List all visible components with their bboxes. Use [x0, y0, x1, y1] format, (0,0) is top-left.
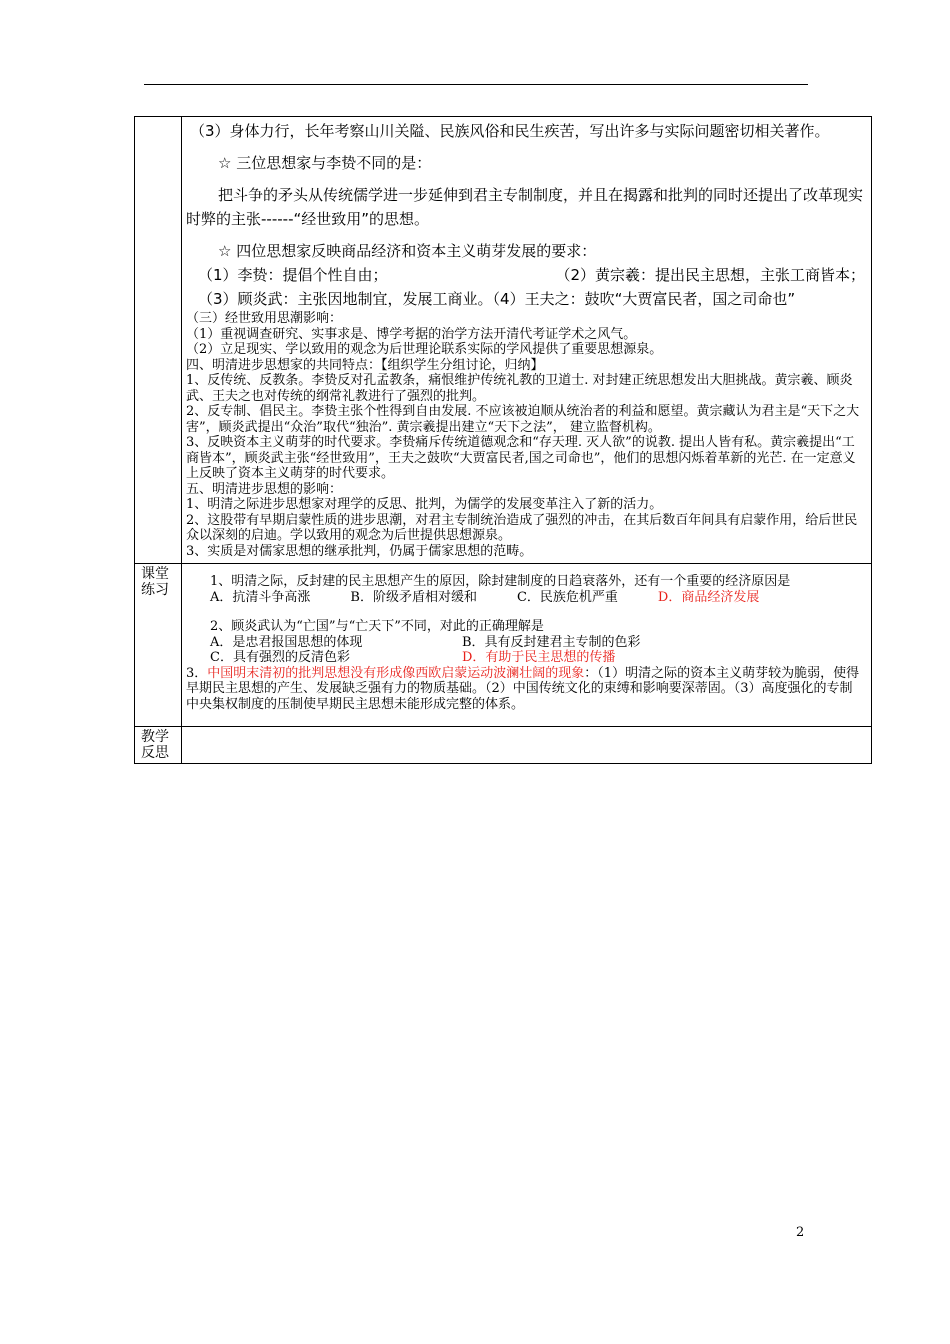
text-line: 3、实质是对儒家思想的继承批判，仍属于儒家思想的范畴。 [186, 543, 533, 559]
content-row [135, 117, 872, 564]
q1-options [186, 590, 865, 606]
lesson-table [134, 116, 872, 764]
practice-cell [182, 564, 872, 727]
q1-answer: D．商品经济发展 [657, 589, 760, 605]
q2-stem: 2、顾炎武认为“亡国”与“亡天下”不同，对此的正确理解是 [210, 619, 544, 634]
text-line: （三）经世致用思潮影响： [186, 311, 343, 326]
q3-question: 中国明末清初的批判思想没有形成像西欧启蒙运动波澜壮阔的现象 [207, 665, 585, 681]
q3-prefix: 3． [186, 665, 208, 681]
practice-row [135, 564, 872, 727]
page-number: 2 [796, 1225, 805, 1240]
q1-stem: 1、明清之际，反封建的民主思想产生的原因，除封建制度的日趋衰落外，还有一个重要的经济原因是 [210, 574, 791, 589]
section-heading-four: 四、明清进步思想家的共同特点：【组织学生分组讨论，归纳】 [186, 357, 544, 373]
header-rule [144, 84, 808, 85]
thinker-huang-zongxi: （2）黄宗羲：提出民主思想，主张工商皆本； [555, 266, 865, 284]
q2-answer: D．有助于民主思想的传播 [462, 650, 616, 665]
practice-label: 课堂练习 [135, 564, 182, 727]
section-heading-five: 五、明清进步思想的影响： [186, 481, 343, 497]
empty-label-cell [135, 117, 182, 564]
q3-answer: ：（1）明清之际的资本主义萌芽较为脆弱，使得早期民主思想的产生、发展缺乏强有力的物质基础。（2）中国传统文化的束缚和影响要深蒂固。（3）高度强化的专制中央集权制度的压制使早期民主思想未能形成完整的体系。 [186, 665, 860, 712]
text-line: 1、明清之际进步思想家对理学的反思、批判，为儒学的发展变革注入了新的活力。 [186, 497, 663, 512]
reflection-row [135, 727, 872, 764]
thinker-li-zhi: （1）李贽：提倡个性自由； [198, 266, 388, 284]
reflection-cell [182, 727, 872, 764]
heading-star-1: ☆ 三位思想家与李贽不同的是： [218, 154, 432, 172]
text-line: （3）身体力行，长年考察山川关隘、民族风俗和民生疾苦，写出许多与实际问题密切相关著作。 [190, 122, 830, 140]
text-line: 2、这股带有早期启蒙性质的进步思潮，对君主专制统治造成了强烈的冲击，在其后数百年间具有启蒙作用，给后世民众以深刻的启迪。学以致用的观念为后世提供思想源泉。 [186, 512, 858, 543]
text-line: 3、反映资本主义萌芽的时代要求。李贽痛斥传统道德观念和“存天理. 灭人欲”的说教. 提出人皆有私。黄宗羲提出“工商皆本”，顾炎武主张“经世致用”，王夫之鼓吹“大贾富民者,国之司命也”，他们的思想闪烁着革新的光芒. 在一定意义上反映了资本主义萌芽的时代要求。 [186, 435, 856, 481]
heading-star-2: ☆ 四位思想家反映商品经济和资本主义萌芽发展的要求： [218, 242, 597, 260]
text-line: 把斗争的矛头从传统儒学进一步延伸到君主专制制度，并且在揭露和批判的同时还提出了改革现实时弊的主张------“经世致用”的思想。 [186, 186, 864, 228]
q1-option-b: B．阶级矛盾相对缓和 [350, 589, 477, 605]
q2-options-row-1 [186, 635, 865, 651]
q2-option-a: A．是忠君报国思想的体现 [210, 634, 363, 650]
text-line: （1）重视调查研究、实事求是、博学考据的治学方法开清代考证学术之风气。 [186, 326, 637, 342]
q3 [186, 666, 865, 713]
content-cell [182, 117, 872, 564]
q2-option-b: B．具有反封建君主专制的色彩 [462, 634, 641, 650]
q1-option-a: A．抗清斗争高涨 [210, 589, 311, 605]
text-line: 1、反传统、反教条。李贽反对孔孟教条，痛恨维护传统礼教的卫道士. 对封建正统思想发出大胆挑战。黄宗羲、顾炎武、王夫之也对传统的纲常礼教进行了强烈的批判。 [186, 373, 853, 404]
text-line: 2、反专制、倡民主。李贽主张个性得到自由发展. 不应该被迫顺从统治者的利益和愿望。黄宗藏认为君主是“天下之大害”，顾炎武提出“众治”取代“独治”. 黄宗羲提出建立“天下之法”， 建立监督机构。 [186, 404, 860, 435]
q2-options-row-2 [186, 650, 865, 666]
thinkers-row-2: （3）顾炎武：主张因地制宜，发展工商业。（4）王夫之：鼓吹“大贾富民者，国之司命也” [198, 290, 796, 308]
reflection-label: 教学反思 [135, 727, 182, 764]
q2-option-c: C．具有强烈的反清色彩 [210, 650, 350, 665]
text-line: （2）立足现实、学以致用的观念为后世理论联系实际的学风提供了重要思想源泉。 [186, 342, 663, 357]
q1-option-c: C．民族危机严重 [516, 589, 618, 605]
thinkers-row-1 [186, 263, 865, 287]
